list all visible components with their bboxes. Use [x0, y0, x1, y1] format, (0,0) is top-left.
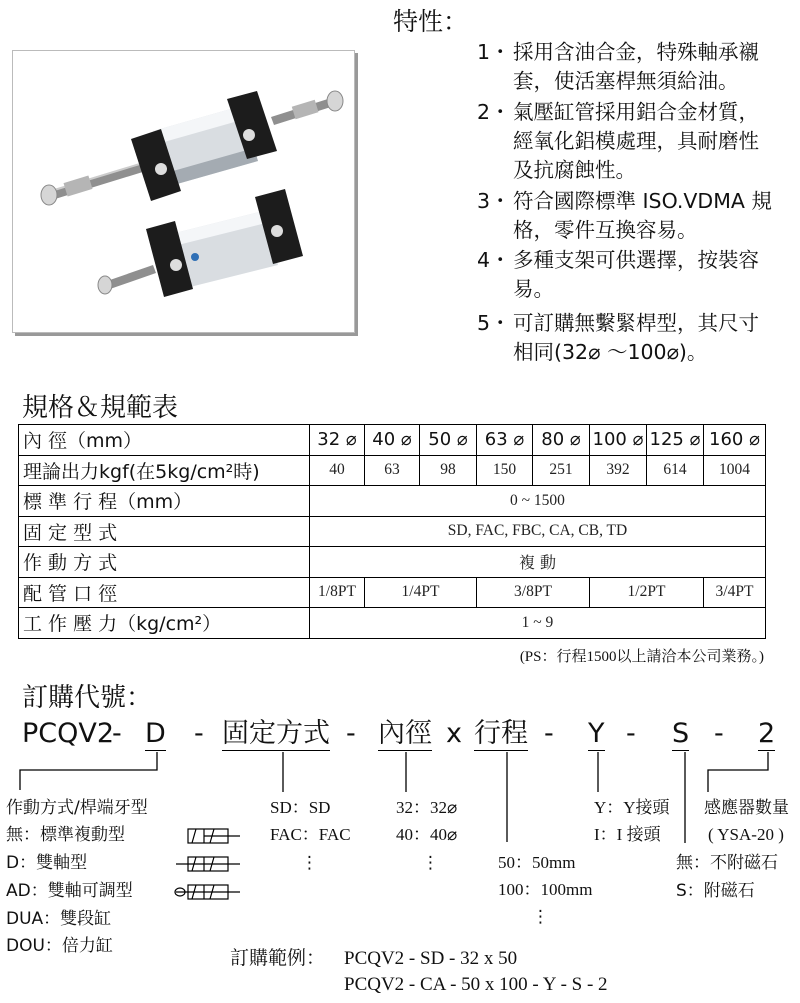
- bore-cell: 80 ⌀: [533, 425, 590, 456]
- code-action: D: [145, 718, 166, 749]
- code-stroke: 行程: [474, 718, 528, 749]
- code-mount: 固定方式: [222, 718, 330, 749]
- bore-cell: 125 ⌀: [647, 425, 704, 456]
- feature-text: 經氧化鋁模處理，具耐磨性: [513, 129, 759, 153]
- spec-title: 規格＆規範表: [22, 393, 179, 423]
- code-joint: Y: [588, 718, 605, 749]
- mount-option: SD：SD: [270, 798, 331, 817]
- feature-text: 格，零件互換容易。: [513, 218, 698, 242]
- action-option: 無：標準複動型: [6, 825, 125, 845]
- joint-option: I：I 接頭: [594, 825, 661, 844]
- example-label: 訂購範例：: [230, 948, 326, 969]
- feature-text: 套，使活塞桿無須給油。: [513, 69, 739, 93]
- bore-option-more: ⋮: [422, 853, 439, 873]
- single-rod-cylinder-symbol: [174, 827, 244, 845]
- mount-value: SD, FAC, FBC, CA, CB, TD: [310, 516, 766, 547]
- feature-number: 4・: [477, 248, 511, 272]
- force-cell: 392: [590, 455, 647, 486]
- code-bore: 內徑: [378, 718, 432, 749]
- example-code: PCQV2 - SD - 32 x 50: [344, 948, 518, 969]
- bore-cell: 100 ⌀: [590, 425, 647, 456]
- bore-cell: 32 ⌀: [310, 425, 365, 456]
- feature-text: 氣壓缸管採用鋁合金材質，: [513, 100, 759, 124]
- mount-option: FAC：FAC: [270, 825, 351, 844]
- code-dash: -: [112, 718, 122, 749]
- order-title: 訂購代號：: [22, 683, 153, 713]
- action-option: DOU：倍力缸: [6, 936, 113, 956]
- force-cell: 40: [310, 455, 365, 486]
- port-cell: 3/4PT: [704, 577, 766, 608]
- force-cell: 98: [420, 455, 477, 486]
- action-option: DUA：雙段缸: [6, 909, 112, 929]
- port-cell: 1/8PT: [310, 577, 365, 608]
- code-magnet: S: [672, 718, 690, 749]
- port-label: 配 管 口 徑: [19, 577, 310, 608]
- bore-option: 32：32⌀: [396, 798, 458, 817]
- port-cell: 3/8PT: [477, 577, 590, 608]
- action-options-title: 作動方式/桿端牙型: [6, 798, 148, 818]
- stroke-option-more: ⋮: [532, 907, 549, 927]
- double-rod-cylinder-symbol: [174, 855, 244, 873]
- feature-text: 符合國際標準 ISO.VDMA 規: [513, 189, 772, 213]
- feature-number: 1・: [477, 40, 511, 64]
- feature-number: 5・: [477, 311, 511, 335]
- features-title: 特性：: [393, 7, 469, 36]
- action-option: AD：雙軸可調型: [6, 881, 133, 901]
- action-value: 複 動: [310, 547, 766, 578]
- force-cell: 614: [647, 455, 704, 486]
- bore-option: 40：40⌀: [396, 825, 458, 844]
- feature-text: 及抗腐蝕性。: [513, 158, 636, 182]
- pressure-value: 1 ~ 9: [310, 608, 766, 639]
- pressure-label: 工 作 壓 力（kg/cm²）: [19, 608, 310, 639]
- sensor-model: ( YSA-20 ): [708, 825, 784, 844]
- force-cell: 251: [533, 455, 590, 486]
- port-cell: 1/2PT: [590, 577, 704, 608]
- feature-text: 多種支架可供選擇，按裝容: [513, 248, 759, 272]
- magnet-option: 無：不附磁石: [676, 853, 778, 873]
- bore-cell: 40 ⌀: [365, 425, 420, 456]
- code-sensor: 2: [758, 718, 776, 749]
- bore-cell: 50 ⌀: [420, 425, 477, 456]
- code-dash: -: [194, 718, 204, 749]
- stroke-option: 50：50mm: [498, 853, 576, 872]
- mount-option-more: ⋮: [301, 853, 318, 873]
- feature-number: 3・: [477, 189, 511, 213]
- mount-label: 固 定 型 式: [19, 516, 310, 547]
- feature-text: 採用含油合金，特殊軸承襯: [513, 40, 759, 64]
- bore-cell: 63 ⌀: [477, 425, 533, 456]
- adjustable-double-rod-symbol: [174, 883, 244, 901]
- joint-option: Y：Y接頭: [594, 798, 670, 817]
- code-dash: -: [626, 718, 636, 749]
- code-prefix: PCQV2: [22, 718, 115, 749]
- force-cell: 63: [365, 455, 420, 486]
- example-code: PCQV2 - CA - 50 x 100 - Y - S - 2: [344, 974, 608, 995]
- stroke-label: 標 準 行 程（mm）: [19, 486, 310, 517]
- bore-label: 內 徑（mm）: [19, 425, 310, 456]
- feature-text: 易。: [513, 277, 554, 301]
- action-label: 作 動 方 式: [19, 547, 310, 578]
- force-cell: 1004: [704, 455, 766, 486]
- bore-cell: 160 ⌀: [704, 425, 766, 456]
- action-option: D：雙軸型: [6, 853, 88, 873]
- force-label: 理論出力kgf(在5kg/cm²時): [19, 455, 310, 486]
- stroke-value: 0 ~ 1500: [310, 486, 766, 517]
- code-dash: -: [346, 718, 356, 749]
- feature-number: 2・: [477, 100, 511, 124]
- force-cell: 150: [477, 455, 533, 486]
- stroke-option: 100：100mm: [498, 880, 593, 899]
- feature-text: 可訂購無繫緊桿型，其尺寸: [513, 311, 759, 335]
- feature-text: 相同(32⌀ ～100⌀)。: [513, 340, 708, 364]
- port-cell: 1/4PT: [365, 577, 477, 608]
- spec-note: (PS：行程1500以上請洽本公司業務。): [519, 649, 764, 665]
- magnet-option: S：附磁石: [676, 881, 755, 901]
- code-dash: -: [544, 718, 554, 749]
- code-dash: -: [714, 718, 724, 749]
- sensor-title: 感應器數量: [704, 798, 789, 818]
- code-times: x: [446, 718, 462, 749]
